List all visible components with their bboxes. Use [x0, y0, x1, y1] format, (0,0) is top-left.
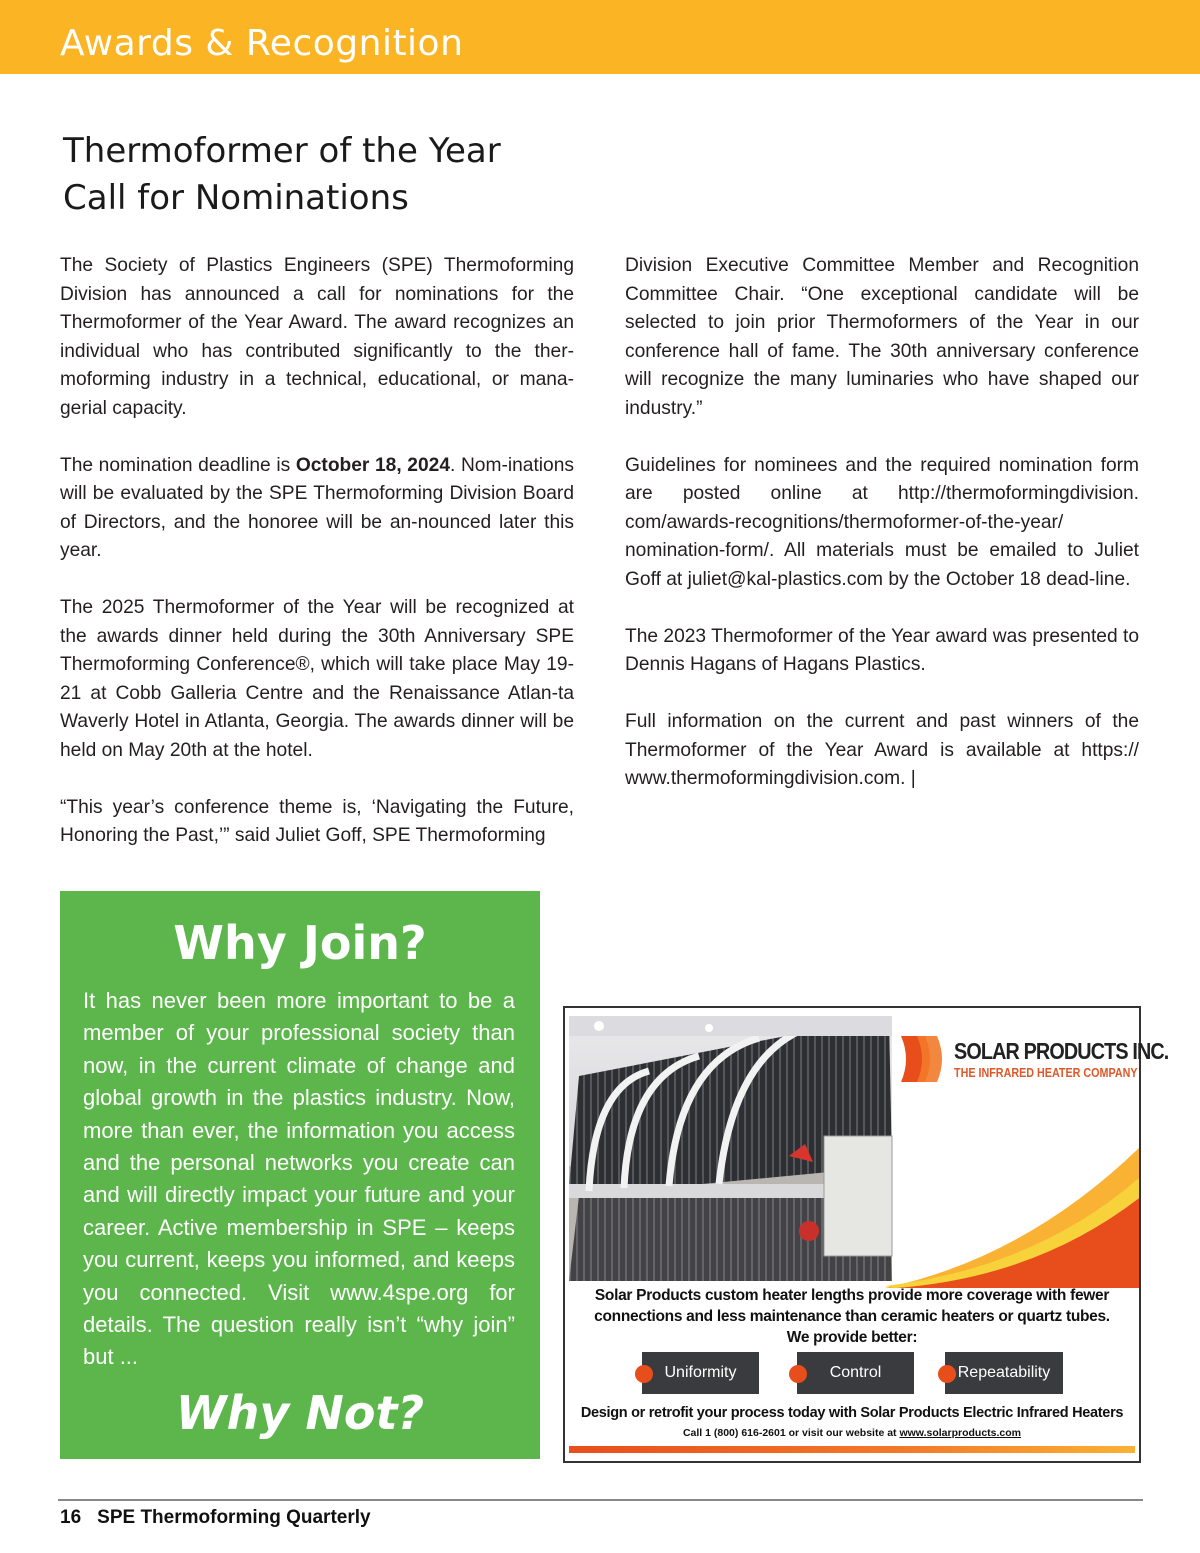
- publication-name: SPE Thermoforming Quarterly: [97, 1507, 371, 1528]
- footer-rule: [58, 1499, 1143, 1501]
- paragraph: “This year’s conference theme is, ‘Navigating the Future, Honoring the Past,’” said Juliet Goff, SPE Thermoforming: [60, 796, 574, 846]
- website-link[interactable]: www.solarproducts.com: [899, 1427, 1022, 1439]
- ad-call-to-action: Design or retrofit your process today with Solar Products Electric Infrared Heaters: [580, 1405, 1124, 1421]
- paragraph: The Society of Plastics Engineers (SPE) Thermoforming Division has announced a call for nominations for the Thermoformer of the Year Award. The award recognizes an individual who has contributed significantly to the ther-moforming industry in a technical, educational, or mana-gerial capacity.: [60, 255, 574, 419]
- page-footer: [60, 1506, 371, 1530]
- bullet-dot-icon: [635, 1365, 653, 1383]
- solar-products-logo-icon: [899, 1034, 947, 1084]
- article-column-left: [60, 252, 574, 879]
- why-join-body: It has never been more important to be a member of your professional society than now, in the current climate of change and global growth in the plastics industry. Now, more than ever, the information you access and the personal networks you create can and will directly impact your future and your career. Active membership in SPE – keeps you current, keeps you informed, and keeps you connected. Visit www.4spe.org for details. The question really isn’t “why join” but ...: [83, 988, 515, 1370]
- uniformity-badge: Uniformity: [642, 1352, 759, 1394]
- bullet-dot-icon: [938, 1365, 956, 1383]
- paragraph: The 2025 Thermoformer of the Year will be recognized at the awards dinner held during the 30th Anniversary SPE Thermoforming Conference®, which will take place May 19-21 at Cobb Galleria Centre and the Renaissance Atlan-ta Waverly Hotel in Atlanta, Georgia. The awards dinner will be held on May 20th at the hotel.: [60, 597, 574, 761]
- why-not-title: Why Not?: [175, 1386, 425, 1440]
- article-title: [63, 128, 501, 222]
- solar-products-advertisement: [563, 1006, 1169, 1463]
- ad-copy: Solar Products custom heater lengths provide more coverage with fewer connections and less maintenance than ceramic heaters or quartz tubes. We provide better:: [594, 1287, 1110, 1346]
- deadline-date: October 18, 2024: [295, 454, 450, 476]
- ad-contact: Call 1 (800) 616-2601 or visit our website at www.solarproducts.com: [682, 1427, 1022, 1439]
- paragraph-deadline: The nomination deadline is October 18, 2024. Nom-inations will be evaluated by the SPE Thermoforming Division Board of Directors, and the honoree will be an-nounced later this year.: [60, 454, 574, 561]
- article-title-line-1: Thermoformer of the Year: [63, 131, 501, 171]
- why-join-box: [60, 891, 540, 1459]
- control-badge: Control: [797, 1352, 914, 1394]
- paragraph: The 2023 Thermoformer of the Year award was presented to Dennis Hagans of Hagans Plastics.: [625, 625, 1139, 675]
- company-tagline: THE INFRARED HEATER COMPANY: [954, 1066, 1138, 1080]
- article-title-line-2: Call for Nominations: [63, 178, 409, 218]
- page-number: 16: [60, 1507, 82, 1528]
- article-column-right: [625, 252, 1139, 822]
- paragraph: Guidelines for nominees and the required nomination form are posted online at http://thermoformingdivision. com/awards-recognitions/thermoformer-of-the-year/ nomination-form/. All materials must be emailed to Juliet Goff at juliet@kal-plastics.com by the October 18 dead-line.: [625, 454, 1139, 590]
- decorative-swoosh: [885, 1128, 1139, 1288]
- ad-footer-bar: [569, 1446, 1135, 1453]
- why-join-title: Why Join?: [173, 916, 427, 970]
- paragraph: Division Executive Committee Member and Recognition Committee Chair. “One exceptional candidate will be selected to join prior Thermoformers of the Year in our conference hall of fame. The 30th anniversary conference will recognize the many luminaries who have shaped our industry.”: [625, 255, 1139, 419]
- section-header-bar: [0, 0, 1200, 74]
- company-name: SOLAR PRODUCTS INC.: [954, 1038, 1169, 1064]
- paragraph: Full information on the current and past winners of the Thermoformer of the Year Award is available at https:// www.thermoformingdivision.com. |: [625, 711, 1139, 789]
- bullet-dot-icon: [789, 1365, 807, 1383]
- repeatability-badge: Repeatability: [945, 1352, 1063, 1394]
- heater-photo: [569, 1016, 892, 1281]
- section-title: Awards & Recognition: [60, 23, 464, 64]
